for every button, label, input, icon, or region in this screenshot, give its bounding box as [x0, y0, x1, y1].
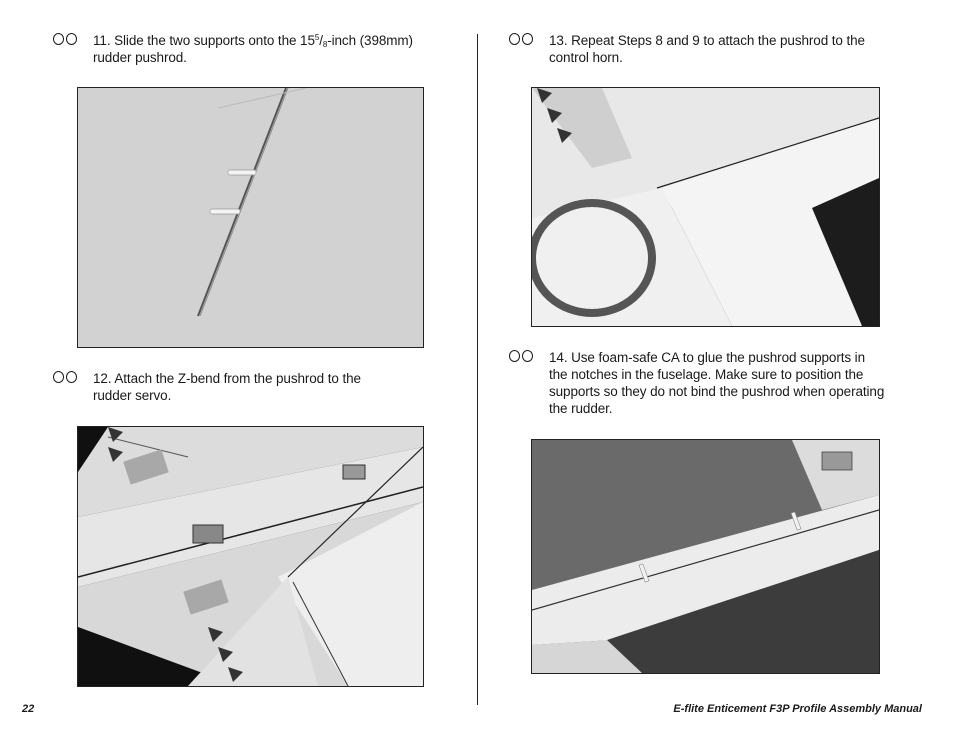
step-11-text: 11. Slide the two supports onto the $15^5/_8$-inch (398mm) rudder pushrod. [93, 33, 413, 65]
photo-control-horn [531, 87, 880, 327]
page-number: 22 [22, 703, 35, 715]
photo-glued-supports [531, 439, 880, 674]
checkbox-icon[interactable] [53, 371, 77, 383]
checkbox-icon[interactable] [53, 33, 77, 45]
column-divider [477, 34, 478, 705]
photo-pushrod-supports [77, 87, 424, 348]
step-12-text: 12. Attach the Z-bend from the pushrod to the rudder servo. [93, 371, 361, 403]
photo-rudder-servo [77, 426, 424, 687]
step-13-text: 13. Repeat Steps 8 and 9 to attach the pushrod to the control horn. [549, 33, 865, 65]
manual-title: E-flite Enticement F3P Profile Assembly Manual [673, 703, 922, 715]
checkbox-icon[interactable] [509, 33, 533, 45]
step-14-text: 14. Use foam-safe CA to glue the pushrod supports in the notches in the fuselage. Make sure to position the supports so they do not bind the pushrod when operating the rudder. [549, 350, 885, 416]
checkbox-icon[interactable] [509, 350, 533, 362]
